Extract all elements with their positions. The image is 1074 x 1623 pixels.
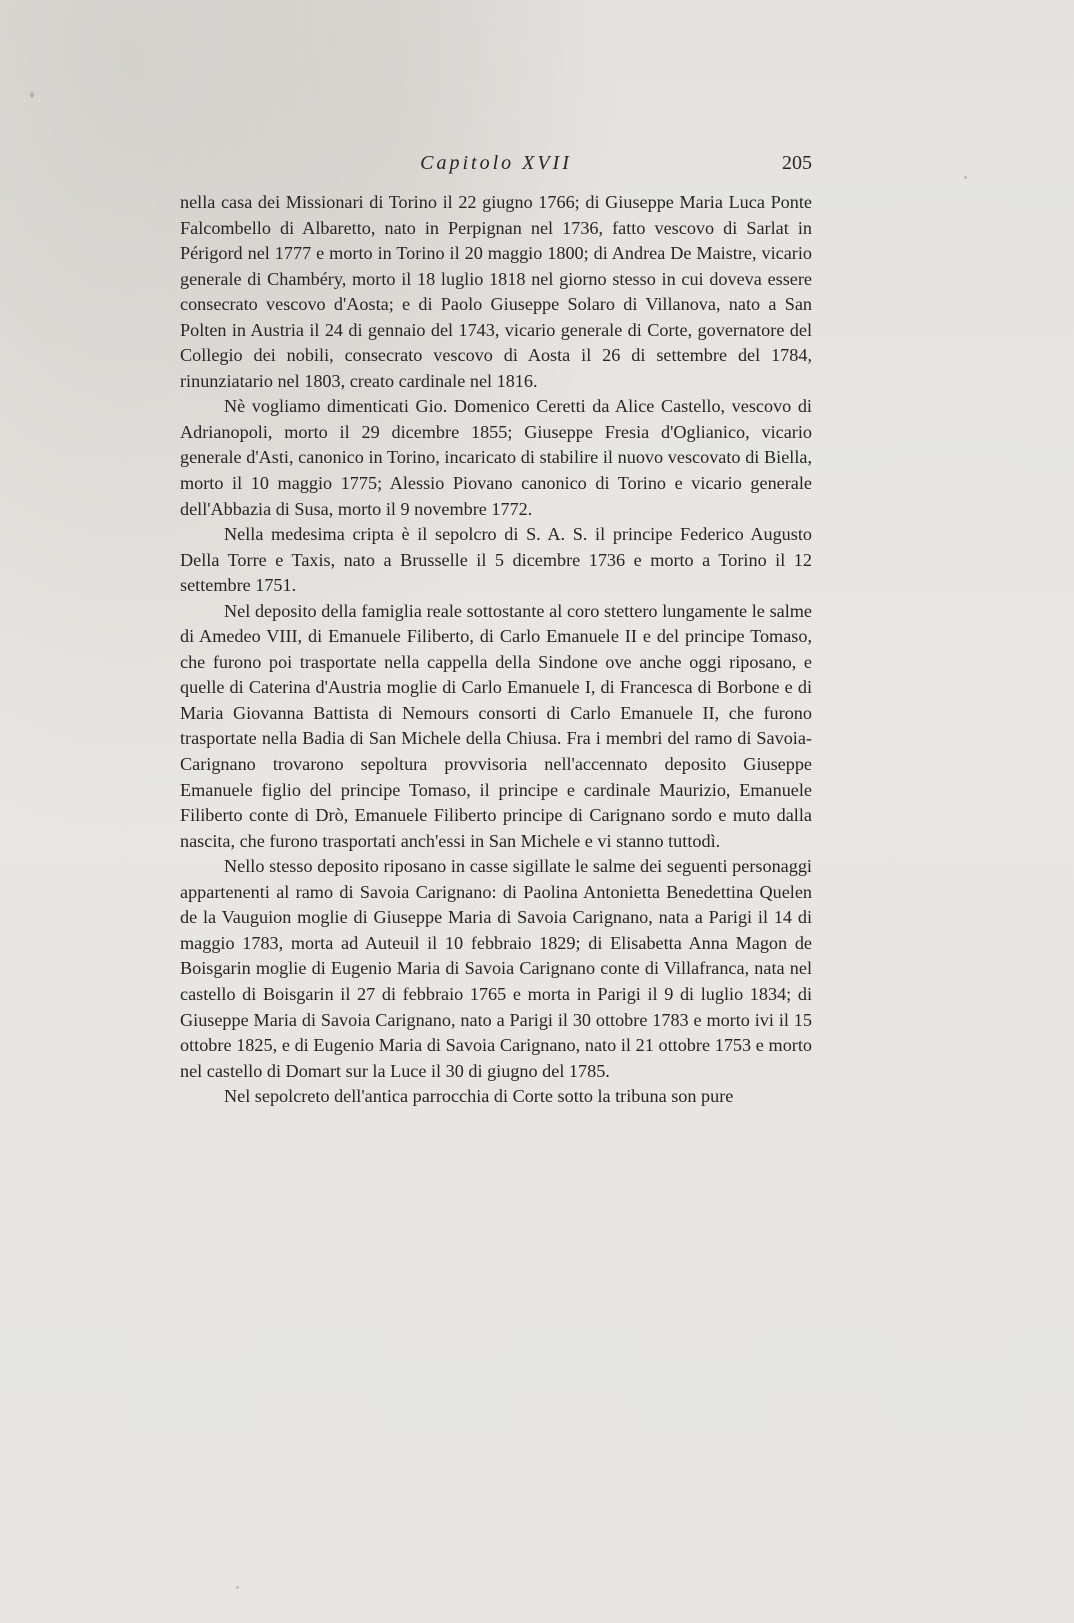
paper-speck [30, 92, 34, 98]
paragraph: Nè vogliamo dimenticati Gio. Domenico Ceretti da Alice Castello, vescovo di Adrianopoli, morto il 29 dicembre 1855; Giuseppe Fresia d'Oglianico, vicario generale d'Asti, canonico in Torino, incaricato di stabilire il nuovo vescovato di Biella, morto il 10 maggio 1775; Alessio Piovano canonico di Torino e vicario generale dell'Abbazia di Susa, morto il 9 novembre 1772. [180, 396, 812, 519]
paper-speck [964, 176, 967, 179]
body-text [180, 190, 812, 1110]
paragraph: Nella medesima cripta è il sepolcro di S. A. S. il principe Federico Augusto Della Torre e Taxis, nato a Brusselle il 5 dicembre 1736 e morto a Torino il 12 settembre 1751. [180, 524, 812, 596]
page-header [180, 152, 812, 182]
paragraph: Nello stesso deposito riposano in casse sigillate le salme dei seguenti personaggi appartenenti al ramo di Savoia Carignano: di Paolina Antonietta Benedettina Quelen de la Vauguion moglie di Giuseppe Maria di Savoia Carignano, nata a Parigi il 14 di maggio 1783, morta ad Auteuil il 10 febbraio 1829; di Elisabetta Anna Magon de Boisgarin moglie di Eugenio Maria di Savoia Carignano conte di Villafranca, nata nel castello di Boisgarin il 27 di febbraio 1765 e morta in Parigi il 9 di luglio 1834; di Giuseppe Maria di Savoia Carignano, nato a Parigi il 30 ottobre 1783 e morto ivi il 15 ottobre 1825, e di Eugenio Maria di Savoia Carignano, nato il 21 ottobre 1753 e morto nel castello di Domart sur la Luce il 30 di giugno del 1785. [180, 856, 812, 1081]
paragraph: Nel deposito della famiglia reale sottostante al coro stettero lungamente le salme di Amedeo VIII, di Emanuele Filiberto, di Carlo Emanuele II e del principe Tomaso, che furono poi trasportate nella cappella della Sindone ove anche oggi riposano, e quelle di Caterina d'Austria moglie di Carlo Emanuele I, di Francesca di Borbone e di Maria Giovanna Battista di Nemours consorti di Carlo Emanuele II, che furono trasportate nella Badia di San Michele della Chiusa. Fra i membri del ramo di Savoia-Carignano trovarono sepoltura provvisoria nell'accennato deposito Giuseppe Emanuele figlio del principe Tomaso, il principe e cardinale Maurizio, Emanuele Filiberto conte di Drò, Emanuele Filiberto principe di Carignano sordo e muto dalla nascita, che furono trasportati anch'essi in San Michele e vi stanno tuttodì. [180, 600, 812, 851]
running-title: Capitolo XVII [420, 152, 572, 174]
paragraph-continued: nella casa dei Missionari di Torino il 22 giugno 1766; di Giuseppe Maria Luca Ponte Falcombello di Albaretto, nato in Perpignan nel 1736, fatto vescovo di Sarlat in Périgord nel 1777 e morto in Torino il 20 maggio 1800; di Andrea De Maistre, vicario generale di Chambéry, morto il 18 luglio 1818 nel giorno stesso in cui doveva essere consecrato vescovo d'Aosta; e di Paolo Giuseppe Solaro di Villanova, nato a San Polten in Austria il 24 di gennaio del 1743, vicario generale di Corte, governatore del Collegio dei nobili, consecrato vescovo di Aosta il 26 di settembre del 1784, rinunziatario nel 1803, creato cardinale nel 1816. [180, 192, 812, 391]
paragraph-last: Nel sepolcreto dell'antica parrocchia di Corte sotto la tribuna son pure [224, 1086, 734, 1107]
paper-speck [236, 1586, 239, 1589]
page-number: 205 [782, 152, 812, 174]
